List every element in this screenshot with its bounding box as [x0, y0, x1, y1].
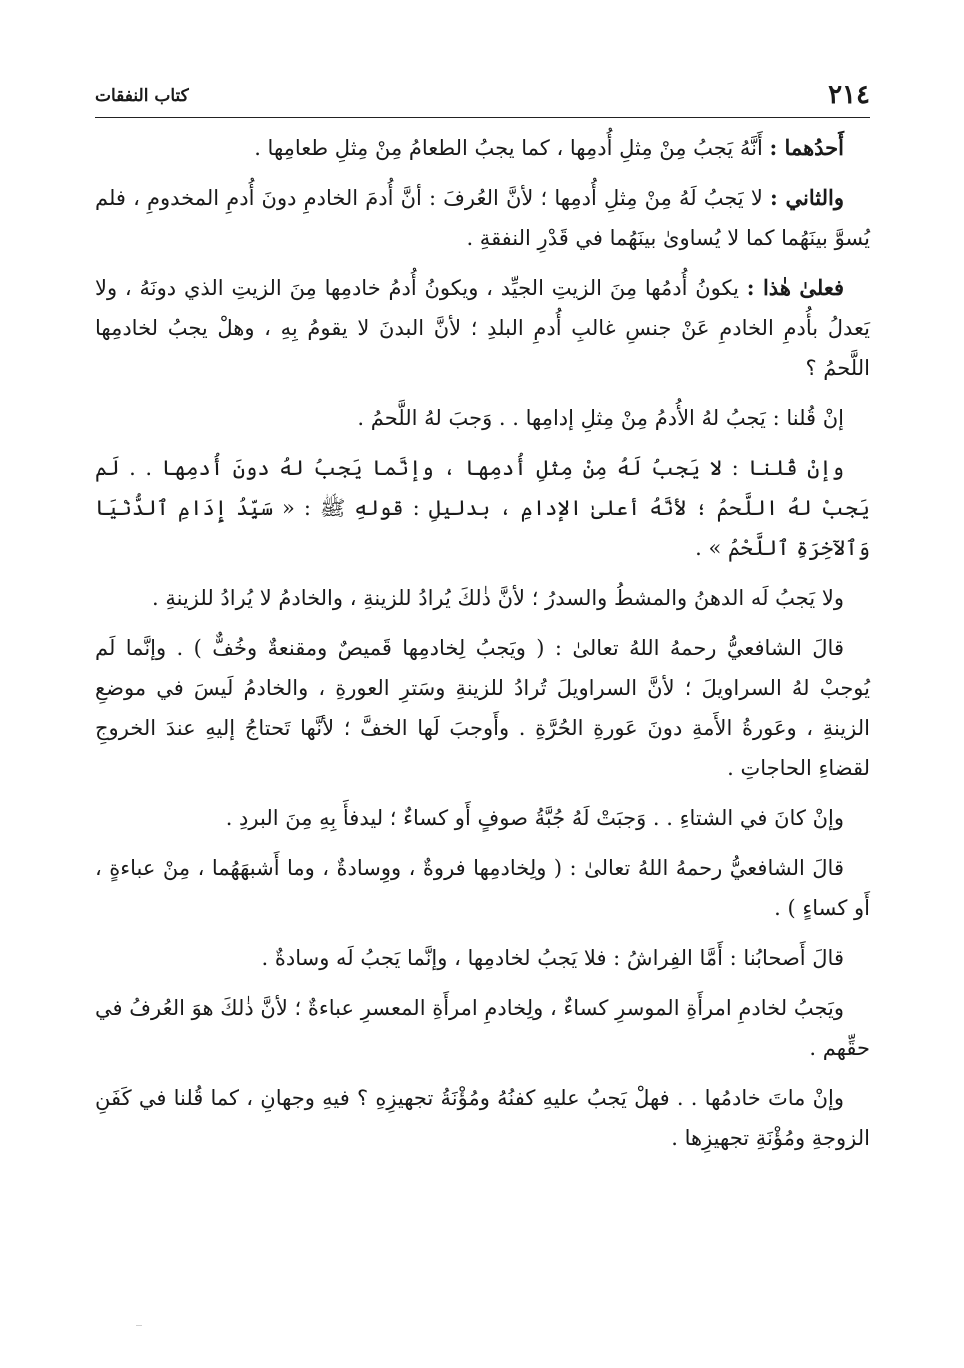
paragraph-12 [95, 1078, 870, 1158]
paragraph-4 [95, 398, 870, 438]
paragraph-10 [95, 938, 870, 978]
page-body [95, 128, 870, 1168]
paragraph-1 [95, 128, 870, 168]
paragraph-text: وإنْ قُلنا : لا يَجبُ لَهُ مِنْ مِثلِ أُدمِها ، وإنَّما يَجبُ لهُ دونَ أُدمِها . . لَم يَجبْ لهُ اللَّحمُ ؛ لأنَّهُ أعلىٰ الإدامِ ، بدليلِ : قولهِ ﷺ : « سَيِّدُ إِدَامِ ٱلدُّنْيَا وَٱلآخِرَةِ ٱللَّحْمُ » . [95, 456, 870, 560]
paragraph-text: ولا يَجبُ لَه الدهنُ والمشطُ والسدرُ ؛ لأنَّ ذٰلكَ يُرادُ للزينةِ ، والخادمُ لا يُرادُ للزينةِ . [152, 586, 844, 610]
paragraph-11 [95, 988, 870, 1068]
paragraph-text: لا يَجبُ لَهُ مِنْ مِثلِ أُدمِها ؛ لأنَّ العُرفَ : أنَّ أُدمَ الخادمِ دونَ أُدمِ المخدومِ ، فلم يُسوَّ بينَهُما كما لا يُساوىٰ بينَهُما في قَدْرِ النفقةِ . [95, 186, 870, 250]
paragraph-lead: والثاني : [770, 185, 844, 210]
paragraph-text: قالَ الشافعيُّ رحمهُ اللهُ تعالىٰ : ( ويَجبُ لِخادمِها قَميصٌ ومقنعةٌ وخُفٌّ ) . وإنَّما لَم يُوجبْ لهُ السراويلَ ؛ لأنَّ السراويلَ تُرادُ للزينةِ وسَترِ العورةِ ، والخادمُ لَيسَ في موضعِ الزينةِ ، وعَورةُ الأَمةِ دونَ عَورةِ الحُرَّةِ . وأَوجبَ لَها الخفَّ ؛ لأنَّها تَحتاجُ إليهِ عندَ الخروجِ لقضاءِ الحاجاتِ . [95, 636, 870, 780]
paragraph-9 [95, 848, 870, 928]
paragraph-8 [95, 798, 870, 838]
running-title: كتاب النفقات [95, 86, 189, 106]
paragraph-text: إنْ قُلنا : يَجبُ لهُ الأُدمُ مِنْ مِثلِ إدامِها . . وَجبَ لهُ اللَّحمُ . [357, 406, 844, 430]
paragraph-lead: أَحدُهما : [769, 135, 844, 160]
paragraph-5 [95, 448, 870, 568]
paragraph-2 [95, 178, 870, 258]
paragraph-text: وإنْ ماتَ خادمُها . . فهلْ يَجبُ عليهِ كفنُهُ ومُؤْنَةُ تجهيزِهِ ؟ فيهِ وجهانِ ، كما قُلنا في كَفَنِ الزوجةِ ومُؤْنَةِ تجهيزِها . [95, 1086, 870, 1150]
paragraph-text: قالَ الشافعيُّ رحمهُ اللهُ تعالىٰ : ( ولِخادمِها فروةٌ ، ووِسادةٌ ، وما أَشبهَهُما ، مِنْ عباءةٍ ، أَو كساءٍ ) . [95, 856, 870, 920]
paragraph-text: وإنْ كانَ في الشتاءِ . . وَجبَتْ لَهُ جُبَّةُ صوفٍ أَو كساءٌ ؛ ليدفأَ بِهِ مِنَ البردِ . [225, 806, 844, 830]
header-divider [95, 117, 870, 118]
paragraph-lead: فعلىٰ هٰذا : [746, 275, 844, 300]
paragraph-7 [95, 628, 870, 788]
scan-artifact [136, 1325, 142, 1326]
paragraph-text: يكونُ أُدمُها مِنَ الزيتِ الجيِّد ، ويكونُ أُدمُ خادمِها مِنَ الزيتِ الذي دونَهُ ، ولا يَعدلُ بأُدمِ الخادمِ عَنْ جنسِ غالبِ أُدمِ البلدِ ؛ لأنَّ البدنَ لا يقومُ بِهِ ، وهلْ يجبُ لخادمِها اللَّحمُ ؟ [95, 276, 870, 380]
paragraph-text: قالَ أَصحابُنا : أَمَّا الفِراشُ : فلا يَجبُ لخادمِها ، وإنَّما يَجبُ لَه وسادةٌ . [261, 946, 844, 970]
page-number: ٢١٤ [828, 80, 870, 110]
page-header [95, 80, 870, 116]
paragraph-text: ويَجبُ لخادمِ امرأَةِ الموسرِ كساءٌ ، ولِخادمِ امرأَةِ المعسرِ عباءةٌ ؛ لأنَّ ذٰلكَ هوَ العُرفُ في حقِّهم . [95, 996, 870, 1060]
paragraph-3 [95, 268, 870, 388]
paragraph-text: أَنَّهُ يَجبُ مِنْ مِثلِ أُدمِها ، كما يجبُ الطعامُ مِنْ مِثلِ طعامِها . [254, 136, 763, 160]
paragraph-6 [95, 578, 870, 618]
